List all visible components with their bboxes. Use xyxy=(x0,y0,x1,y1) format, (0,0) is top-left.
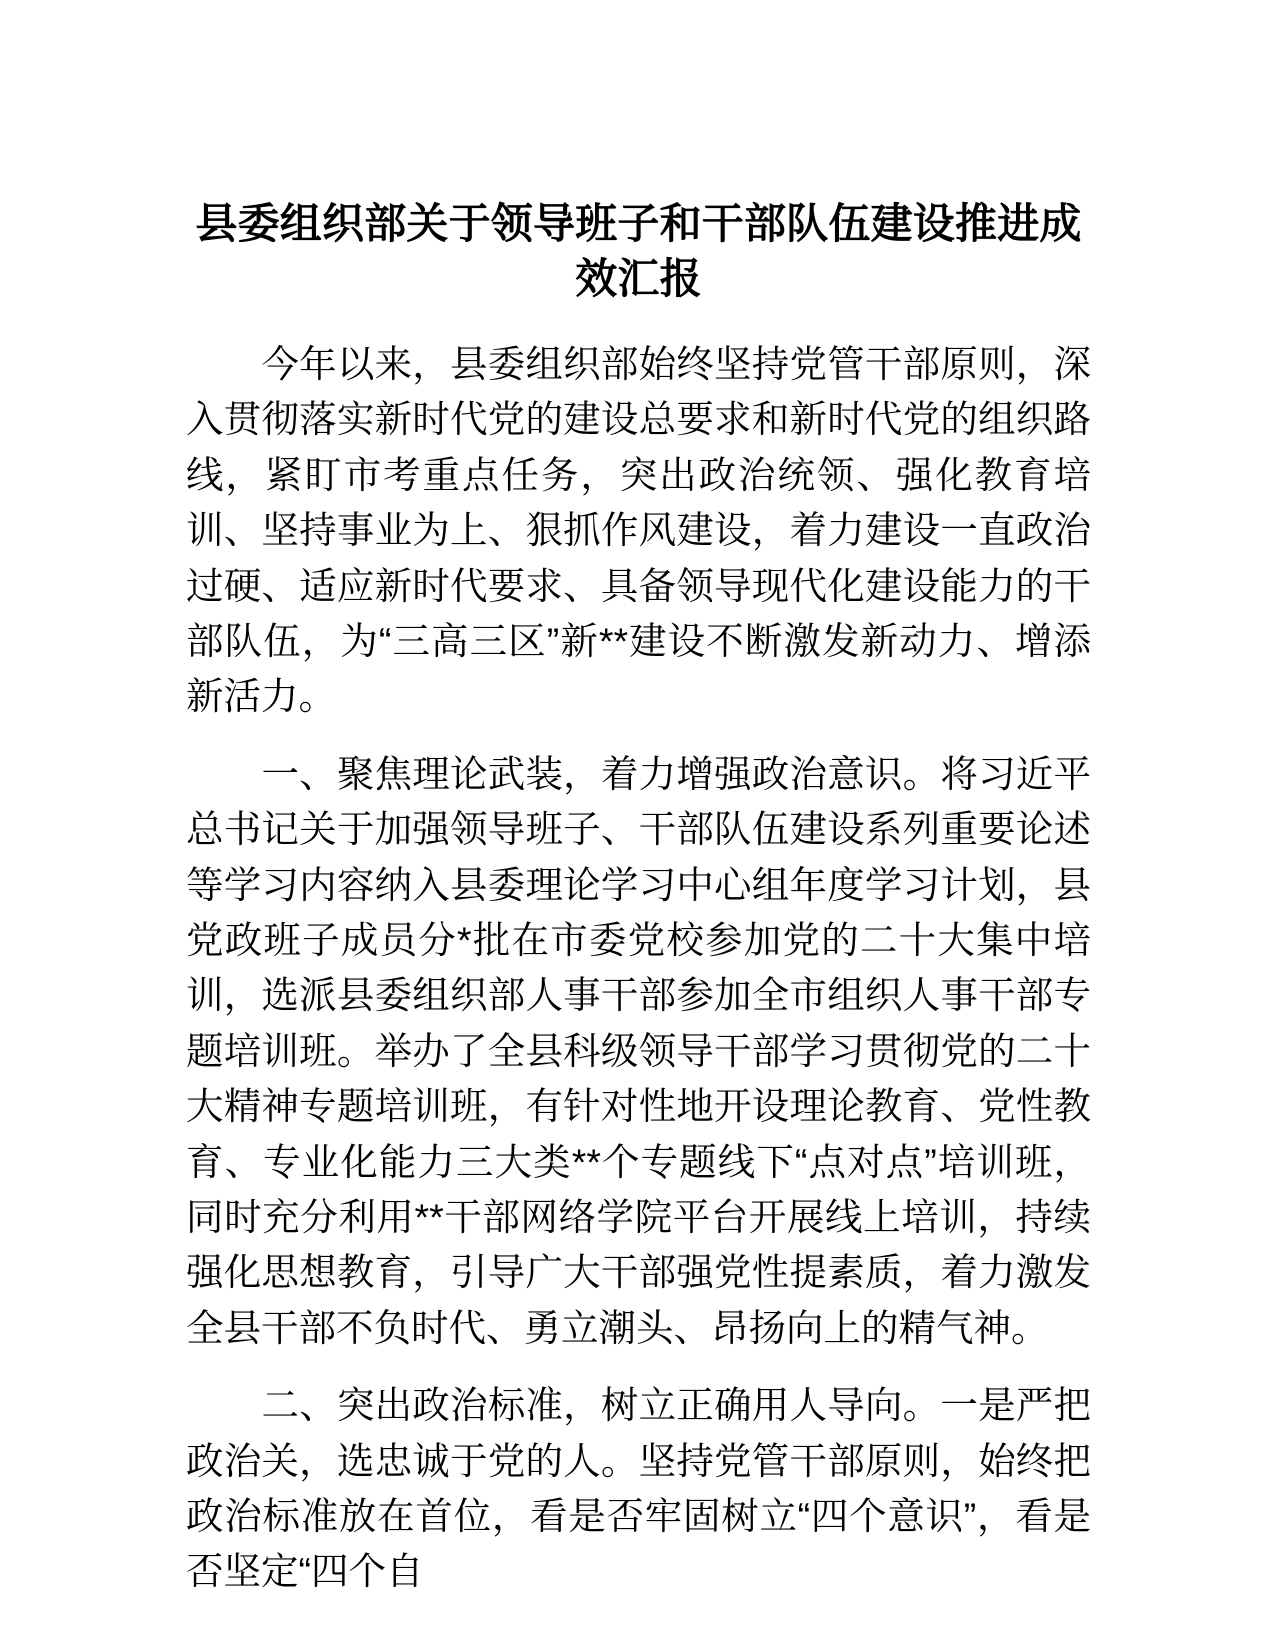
paragraph-section-two: 二、突出政治标准，树立正确用人导向。一是严把政治关，选忠诚于党的人。坚持党管干部原则，始终把政治标准放在首位，看是否牢固树立“四个意识”，看是否坚定“四个自 xyxy=(186,1384,1092,1593)
page-title: 县委组织部关于领导班子和干部队伍建设推进成效汇报 xyxy=(195,200,1082,303)
paragraph-section-one: 一、聚焦理论武装，着力增强政治意识。将习近平总书记关于加强领导班子、干部队伍建设系列重要论述等学习内容纳入县委理论学习中心组年度学习计划，县党政班子成员分*批在市委党校参加党的二十大集中培训，选派县委组织部人事干部参加全市组织人事干部专题培训班。举办了全县科级领导干部学习贯彻党的二十大精神专题培训班，有针对性地开设理论教育、党性教育、专业化能力三大类**个专题线下“点对点”培训班，同时充分利用**干部网络学院平台开展线上培训，持续强化思想教育，引导广大干部强党性提素质，着力激发全县干部不负时代、勇立潮头、昂扬向上的精气神。 xyxy=(186,752,1092,1349)
paragraph-intro: 今年以来，县委组织部始终坚持党管干部原则，深入贯彻落实新时代党的建设总要求和新时代党的组织路线，紧盯市考重点任务，突出政治统领、强化教育培训、坚持事业为上、狠抓作风建设，着力建设一直政治过硬、适应新时代要求、具备领导现代化建设能力的干部队伍，为“三高三区”新**建设不断激发新动力、增添新活力。 xyxy=(186,342,1092,718)
document-body xyxy=(186,196,1091,1600)
